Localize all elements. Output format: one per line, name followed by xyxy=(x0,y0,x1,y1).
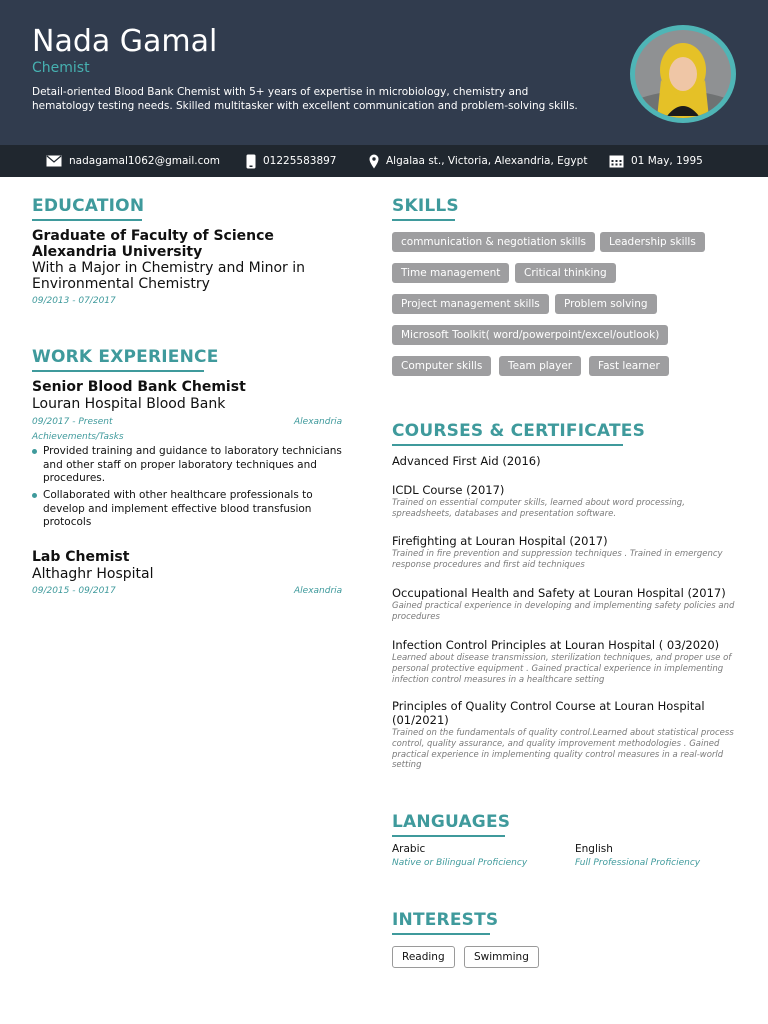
work-heading: WORK EXPERIENCE xyxy=(32,347,219,367)
course-description: Trained on the fundamentals of quality control.Learned about statistical process control, quality assurance, and quality improvement methodologies . Gained practical experience in implementing quality control measures in a real-world setting xyxy=(392,728,734,771)
birthdate-text: 01 May, 1995 xyxy=(631,155,703,167)
skill-tag: Time management xyxy=(392,263,509,283)
phone-icon xyxy=(246,154,256,169)
resume-header xyxy=(0,0,768,145)
language-level: Full Professional Proficiency xyxy=(575,858,701,868)
job-location: Alexandria xyxy=(294,417,343,427)
course-description: Trained on essential computer skills, learned about word processing, spreadsheets, databases and presentation software. xyxy=(392,498,685,519)
job-dates: 09/2017 - Present xyxy=(32,417,113,427)
interests-heading: INTERESTS xyxy=(392,910,499,930)
address-text: Algalaa st., Victoria, Alexandria, Egypt xyxy=(386,155,588,167)
skill-tag: Problem solving xyxy=(555,294,657,314)
candidate-role: Chemist xyxy=(32,60,90,76)
avatar xyxy=(630,25,736,123)
education-major: With a Major in Chemistry and Minor in Environmental Chemistry xyxy=(32,260,306,292)
profile-photo xyxy=(635,30,731,118)
job-company: Althaghr Hospital xyxy=(32,566,154,582)
job-company: Louran Hospital Blood Bank xyxy=(32,396,226,412)
education-dates: 09/2013 - 07/2017 xyxy=(32,296,116,306)
contact-birthdate xyxy=(609,145,703,177)
course-description: Trained in fire prevention and suppression techniques . Trained in emergency response procedures and first aid techniques xyxy=(392,549,723,570)
job-location: Alexandria xyxy=(294,586,343,596)
phone-text: 01225583897 xyxy=(263,155,337,167)
interest-tag: Swimming xyxy=(464,946,539,968)
language-level: Native or Bilingual Proficiency xyxy=(392,858,528,868)
course-title: Infection Control Principles at Louran Hospital ( 03/2020) xyxy=(392,638,720,652)
courses-heading: COURSES & CERTIFICATES xyxy=(392,421,646,441)
skill-tag: Critical thinking xyxy=(515,263,616,283)
course-title: Principles of Quality Control Course at Louran Hospital (01/2021) xyxy=(392,699,705,727)
skill-tag: Microsoft Toolkit( word/powerpoint/excel/outlook) xyxy=(392,325,668,345)
envelope-icon xyxy=(46,155,62,167)
skill-tag: Project management skills xyxy=(392,294,549,314)
job-dates: 09/2015 - 09/2017 xyxy=(32,586,116,596)
job-role: Senior Blood Bank Chemist xyxy=(32,379,246,395)
skill-tag: Leadership skills xyxy=(600,232,705,252)
contact-address xyxy=(369,145,587,177)
skill-tag: Fast learner xyxy=(589,356,669,376)
language-name: English xyxy=(575,843,613,855)
languages-heading: LANGUAGES xyxy=(392,812,511,832)
course-title: Advanced First Aid (2016) xyxy=(392,454,541,468)
course-title: Firefighting at Louran Hospital (2017) xyxy=(392,534,608,548)
interest-tag: Reading xyxy=(392,946,455,968)
education-heading: EDUCATION xyxy=(32,196,145,216)
contact-bar xyxy=(0,145,768,177)
contact-email[interactable] xyxy=(46,145,220,177)
contact-phone[interactable] xyxy=(246,145,337,177)
profile-summary: Detail-oriented Blood Bank Chemist with 5+ years of expertise in microbiology, chemistry and hematology testing needs. Skilled multitasker with excellent communication and problem-solving skills. xyxy=(32,86,578,112)
task-item: Collaborated with other healthcare professionals to develop and implement effective blood transfusion protocols xyxy=(43,489,343,530)
email-text: nadagamal1062@gmail.com xyxy=(69,155,221,167)
education-degree: Graduate of Faculty of Science Alexandria University xyxy=(32,228,274,260)
course-description: Gained practical experience in developing and implementing safety policies and procedures xyxy=(392,601,735,622)
course-description: Learned about disease transmission, sterilization techniques, and proper use of personal protective equipment . Gained practical experience in implementing infection control measures in a healthcare setting xyxy=(392,653,732,685)
course-title: Occupational Health and Safety at Louran Hospital (2017) xyxy=(392,586,726,600)
task-item: Provided training and guidance to laboratory technicians and other staff on proper laboratory techniques and procedures. xyxy=(43,445,342,484)
skill-tag: Team player xyxy=(499,356,581,376)
language-name: Arabic xyxy=(392,843,426,855)
skill-tag: communication & negotiation skills xyxy=(392,232,595,252)
achievements-label: Achievements/Tasks xyxy=(32,432,124,442)
candidate-name: Nada Gamal xyxy=(32,24,218,59)
calendar-icon xyxy=(609,154,624,168)
job-role: Lab Chemist xyxy=(32,549,130,565)
map-pin-icon xyxy=(369,154,379,169)
course-title: ICDL Course (2017) xyxy=(392,483,505,497)
skill-tag: Computer skills xyxy=(392,356,491,376)
skills-heading: SKILLS xyxy=(392,196,459,216)
